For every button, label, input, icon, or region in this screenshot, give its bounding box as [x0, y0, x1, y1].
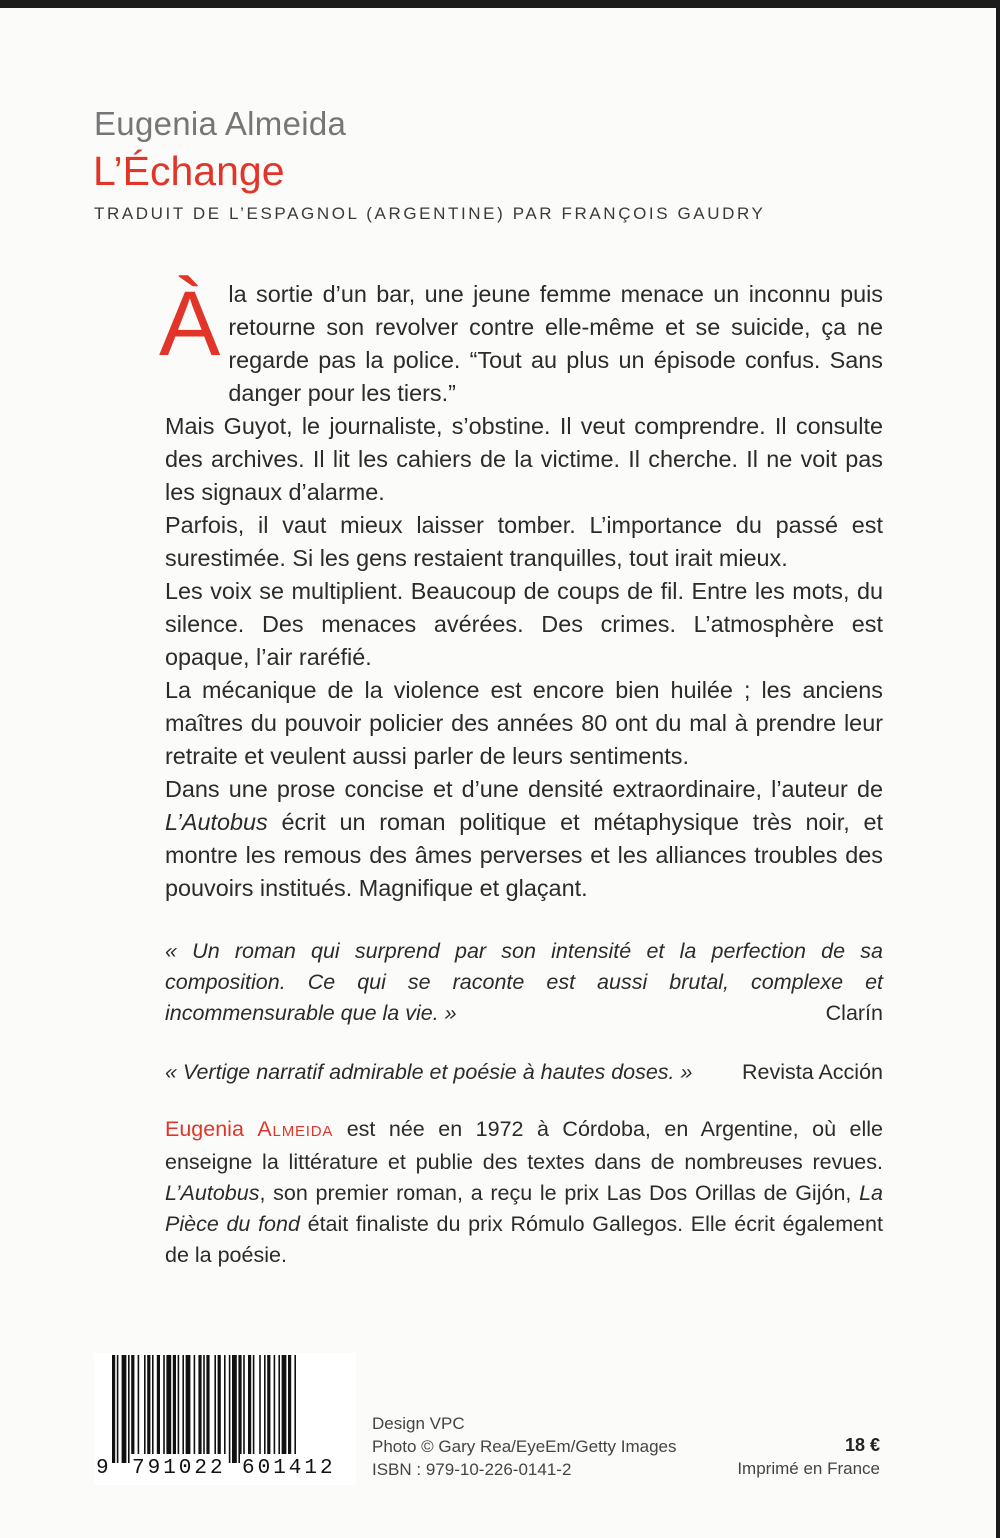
barcode-bar [178, 1355, 180, 1463]
quote-source: Revista Acción [741, 1060, 883, 1084]
barcode-bar [229, 1355, 231, 1463]
barcode-bar [253, 1355, 255, 1463]
blurb-paragraph-2: Mais Guyot, le journaliste, s’obstine. Il veut comprendre. Il consulte des archives. Il lit les cahiers de la victime. Il cherche. Il ne voit pas les signaux d’alarme. [165, 413, 883, 505]
barcode-bar [163, 1355, 165, 1463]
printed-in: Imprimé en France [737, 1459, 880, 1478]
barcode-bar [278, 1355, 280, 1463]
book-reference: L’Autobus [165, 809, 268, 835]
quote-text: « Un roman qui surprend par son intensité et la perfection de sa composition. Ce qui se raconte est aussi brutal, complexe et incommensurable que la vie. » [165, 939, 883, 1025]
bio-text: , son premier roman, a reçu le prix Las Dos Orillas de Gijón, [259, 1181, 860, 1205]
barcode-bar [128, 1355, 130, 1463]
barcode-bar [166, 1355, 171, 1463]
barcode-bar [122, 1355, 127, 1463]
press-quote-2 [165, 1057, 883, 1088]
blurb-paragraph-6 [165, 773, 883, 905]
barcode-bar [182, 1355, 184, 1463]
blurb-text: la sortie d’un bar, une jeune femme menace un inconnu puis retourne son revolver contre elle-même et se suicide, ça ne regarde pas la police. “Tout au plus un épisode confus. Sans danger pour les tiers.” [228, 281, 883, 406]
design-credit: Design VPC [372, 1414, 465, 1433]
barcode-digit-first: 9 [94, 1454, 111, 1484]
bio-text: est née en 1972 à Córdoba, en Argentine, où elle enseigne la littérature et publie des textes dans de nombreuses revues. [165, 1117, 883, 1174]
barcode-bar [147, 1355, 150, 1463]
blurb-paragraph-1 [159, 273, 883, 410]
book-title: L’Échange [93, 148, 285, 194]
quote-text: « Vertige narratif admirable et poésie à hautes doses. » [165, 1060, 693, 1084]
barcode-bar [152, 1355, 154, 1463]
barcode-bar [259, 1355, 261, 1463]
blurb-paragraph-5: La mécanique de la violence est encore bien huilée ; les anciens maîtres du pouvoir policier des années 80 ont du mal à prendre leur retraite et veulent aussi parler de leurs sentiments. [165, 677, 883, 769]
quote-source: Clarín [825, 1001, 883, 1025]
barcode-bar [282, 1355, 287, 1463]
blurb-text: écrit un roman politique et métaphysique très noir, et montre les remous des âmes perverses et les alliances troubles des pouvoirs institués. Magnifique et glaçant. [165, 809, 883, 901]
barcode-bar [294, 1355, 296, 1463]
author-bio [165, 1114, 883, 1271]
translator-credit: TRADUIT DE L’ESPAGNOL (ARGENTINE) PAR FRANÇOIS GAUDRY [94, 204, 766, 223]
barcode-bar [173, 1355, 176, 1463]
book-reference: L’Autobus [165, 1181, 260, 1205]
blurb-text: Dans une prose concise et d’une densité extraordinaire, l’auteur de [165, 776, 883, 802]
barcode-bar [243, 1355, 245, 1463]
barcode-bar [224, 1355, 226, 1463]
barcode-group-1: 791022 [130, 1454, 228, 1484]
drop-cap: À [159, 273, 221, 375]
press-quotes [165, 936, 883, 1088]
book-reference: La Pièce du fond [165, 1181, 883, 1236]
barcode-bar [157, 1355, 160, 1463]
photo-credit: Photo © Gary Rea/EyeEm/Getty Images [372, 1437, 677, 1456]
book-back-cover [0, 8, 996, 1538]
barcode-bar [267, 1355, 270, 1463]
barcode-bar [186, 1355, 191, 1463]
barcode-bar [138, 1355, 140, 1463]
barcode-bar [144, 1355, 146, 1463]
bio-last-name: ALMEIDA [257, 1117, 334, 1141]
barcode-bar [203, 1355, 205, 1463]
price-block [737, 1434, 880, 1480]
barcode-digits [94, 1454, 356, 1484]
blurb [159, 273, 883, 905]
barcode-bar [194, 1355, 196, 1463]
barcode-bar [288, 1355, 291, 1463]
barcode-bar [131, 1355, 134, 1463]
press-quote-1 [165, 936, 883, 1029]
barcode-bar [112, 1355, 115, 1463]
barcode-bar [264, 1355, 266, 1463]
bio-text: était finaliste du prix Rómulo Gallegos. Elle écrit également de la poésie. [165, 1212, 883, 1267]
barcode-bar [232, 1355, 237, 1463]
barcode-bar [238, 1355, 241, 1463]
barcode-bar [117, 1355, 119, 1463]
price: 18 € [844, 1435, 880, 1455]
barcode-bar [274, 1355, 276, 1463]
barcode-bar [198, 1355, 201, 1463]
barcode-bar [214, 1355, 216, 1463]
blurb-paragraph-4: Les voix se multiplient. Beaucoup de coups de fil. Entre les mots, du silence. Des menaces avérées. Des crimes. L’atmosphère est opaque, l’air raréfié. [165, 578, 883, 670]
blurb-paragraph-3: Parfois, il vaut mieux laisser tomber. L’importance du passé est surestimée. Si les gens restaient tranquilles, tout irait mieux. [165, 512, 883, 571]
author-name: Eugenia Almeida [94, 105, 347, 142]
barcode-group-2: 601412 [240, 1454, 338, 1484]
bio-first-name: Eugenia [165, 1117, 244, 1141]
barcode-bar [248, 1355, 251, 1463]
barcode-bar [218, 1355, 221, 1463]
barcode-bar [206, 1355, 209, 1463]
isbn-barcode [94, 1353, 356, 1485]
isbn-text: ISBN : 979-10-226-0141-2 [372, 1460, 572, 1479]
cover-credits [372, 1412, 676, 1481]
